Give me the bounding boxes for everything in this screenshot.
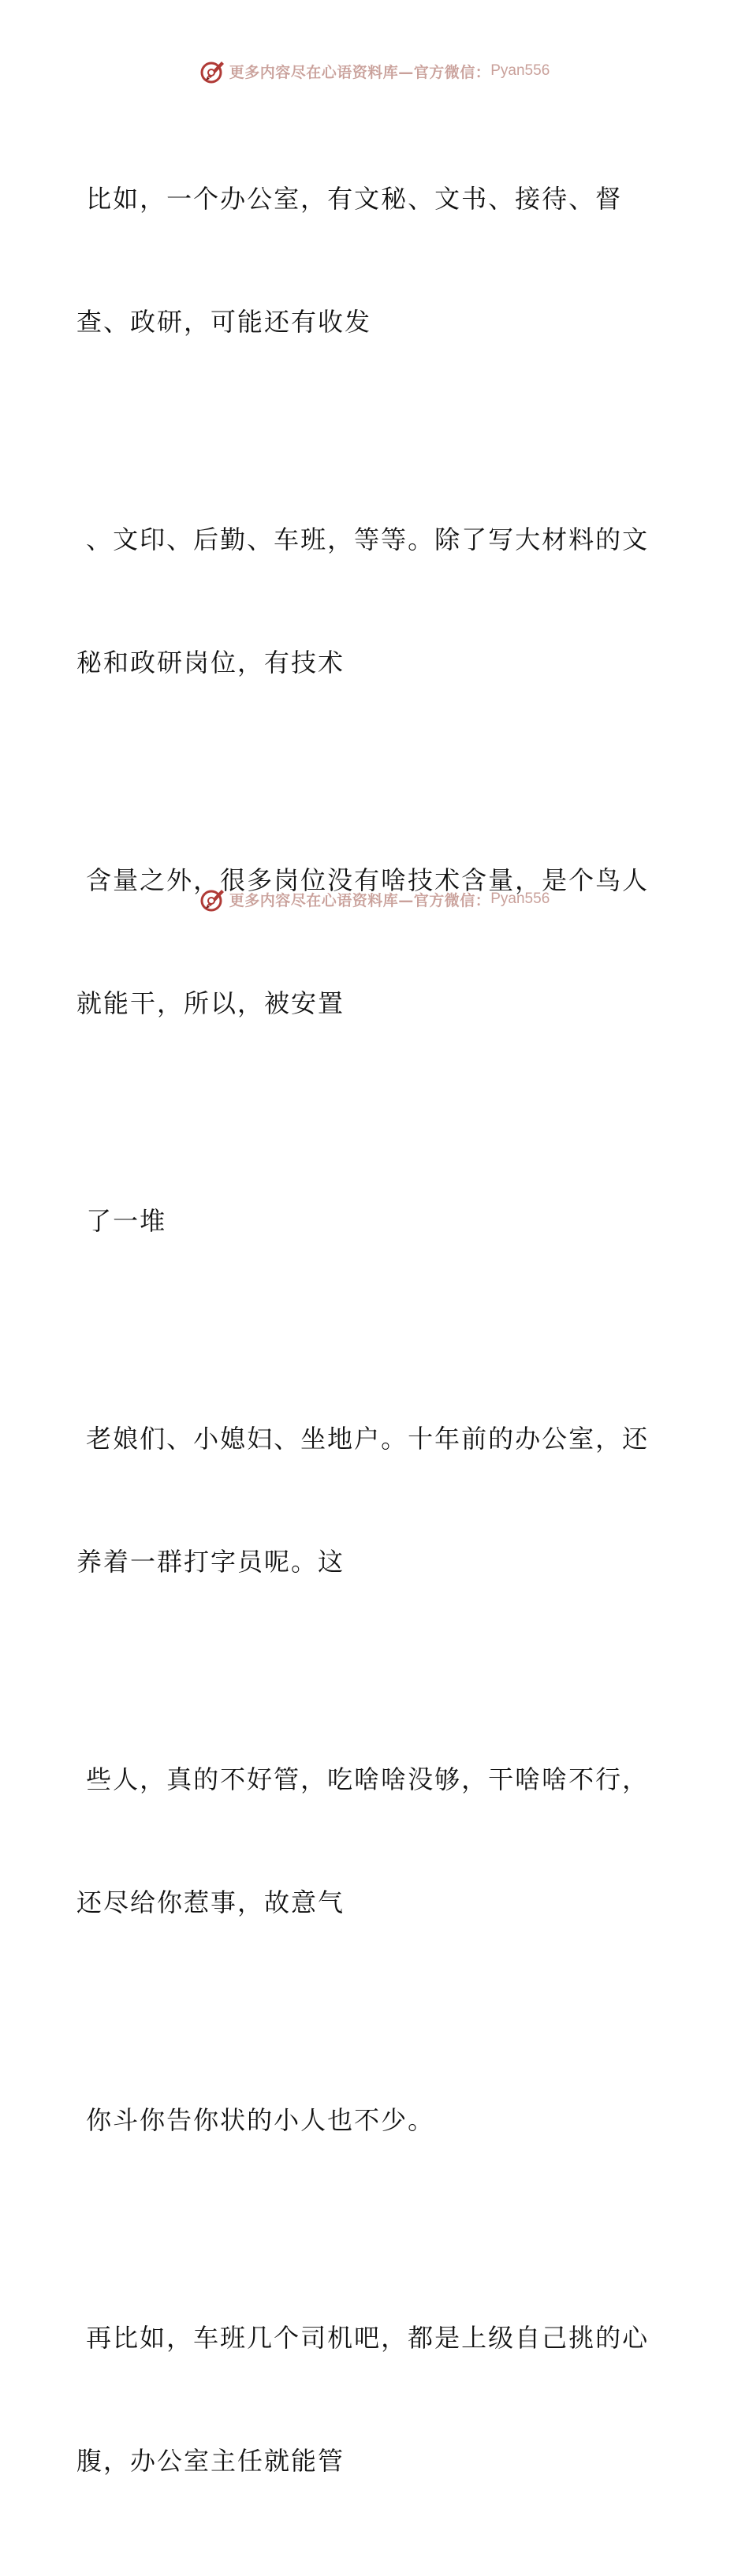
text-line: 比如，一个办公室，有文秘、文书、接待、督: [76, 184, 623, 214]
text-line: 再比如，车班几个司机吧，都是上级自己挑的心: [76, 2323, 650, 2353]
paragraph: [76, 778, 676, 1106]
paragraph: [76, 1336, 676, 1664]
text-line: 、文印、后勤、车班，等等。除了写大材料的文: [76, 525, 650, 554]
text-line: 秘和政研岗位，有技术: [76, 648, 345, 678]
paragraph: [76, 2018, 676, 2223]
header-banner-text: 更多内容尽在心语资料库—官方微信：: [229, 63, 491, 81]
text-line: 老娘们、小媳妇、坐地户。十年前的办公室，还: [76, 1424, 650, 1454]
paragraph: [76, 437, 676, 765]
text-line: 查、政研，可能还有收发: [76, 307, 372, 337]
text-line: 就能干，所以，被安置: [76, 988, 345, 1018]
quill-logo-icon: [199, 886, 226, 913]
text-line: 了一堆: [76, 1206, 167, 1236]
footer-banner-text: 更多内容尽在心语资料库—官方微信：: [229, 891, 491, 909]
paragraph: [76, 1118, 676, 1323]
header-banner-handle: Pyan556: [490, 62, 550, 79]
quill-logo-icon: [199, 58, 226, 84]
paragraph: [76, 1677, 676, 2005]
footer-banner-handle: Pyan556: [490, 890, 550, 907]
paragraph: [76, 96, 676, 424]
text-line: 养着一群打字员呢。这: [76, 1547, 345, 1577]
paragraph: [76, 2235, 676, 2563]
text-line: 你斗你告你状的小人也不少。: [76, 2105, 435, 2135]
text-line: 些人，真的不好管，吃啥啥没够，干啥啥不行，: [76, 1764, 650, 1794]
document-body: [76, 96, 676, 2576]
text-line: 还尽给你惹事，故意气: [76, 1887, 345, 1917]
header-watermark-banner: [0, 55, 749, 87]
footer-watermark-banner: [0, 883, 749, 915]
text-line: 腹，办公室主任就能管: [76, 2446, 345, 2476]
text-line: 含量之外，很多岗位没有啥技术含量，是个鸟人: [76, 865, 650, 895]
